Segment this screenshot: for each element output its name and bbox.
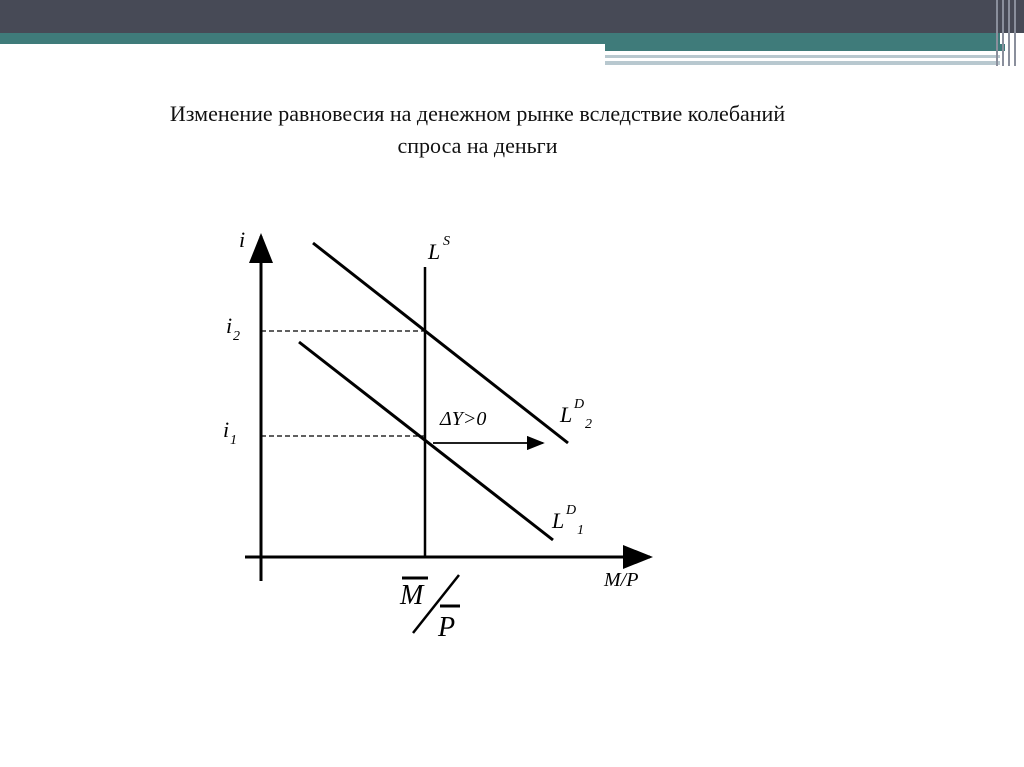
supply-label: L [428, 239, 441, 264]
shift-label: ΔY>0 [440, 408, 487, 430]
tick-i1-subscript: 1 [230, 433, 237, 448]
demand2-label: L [560, 402, 573, 427]
demand1-superscript: D [566, 503, 577, 518]
m-bar-denominator: P [438, 612, 456, 643]
demand2-subscript: 2 [585, 417, 592, 432]
demand1-label: L [552, 508, 565, 533]
x-axis-label: M/P [604, 569, 639, 591]
demand2-superscript: D [574, 397, 585, 412]
demand1-subscript: 1 [577, 523, 584, 538]
tick-i1-label: i [223, 417, 230, 442]
supply-label-superscript: S [443, 234, 450, 249]
slide-title-line-1: Изменение равновесия на денежном рынке вследствие колебаний [169, 101, 786, 126]
y-axis-label: i [239, 227, 246, 252]
tick-i2-label: i [226, 313, 233, 338]
slide-title-line-2: спроса на деньги [397, 133, 558, 158]
tick-i2-subscript: 2 [233, 329, 240, 344]
m-bar-numerator: M [400, 580, 424, 611]
